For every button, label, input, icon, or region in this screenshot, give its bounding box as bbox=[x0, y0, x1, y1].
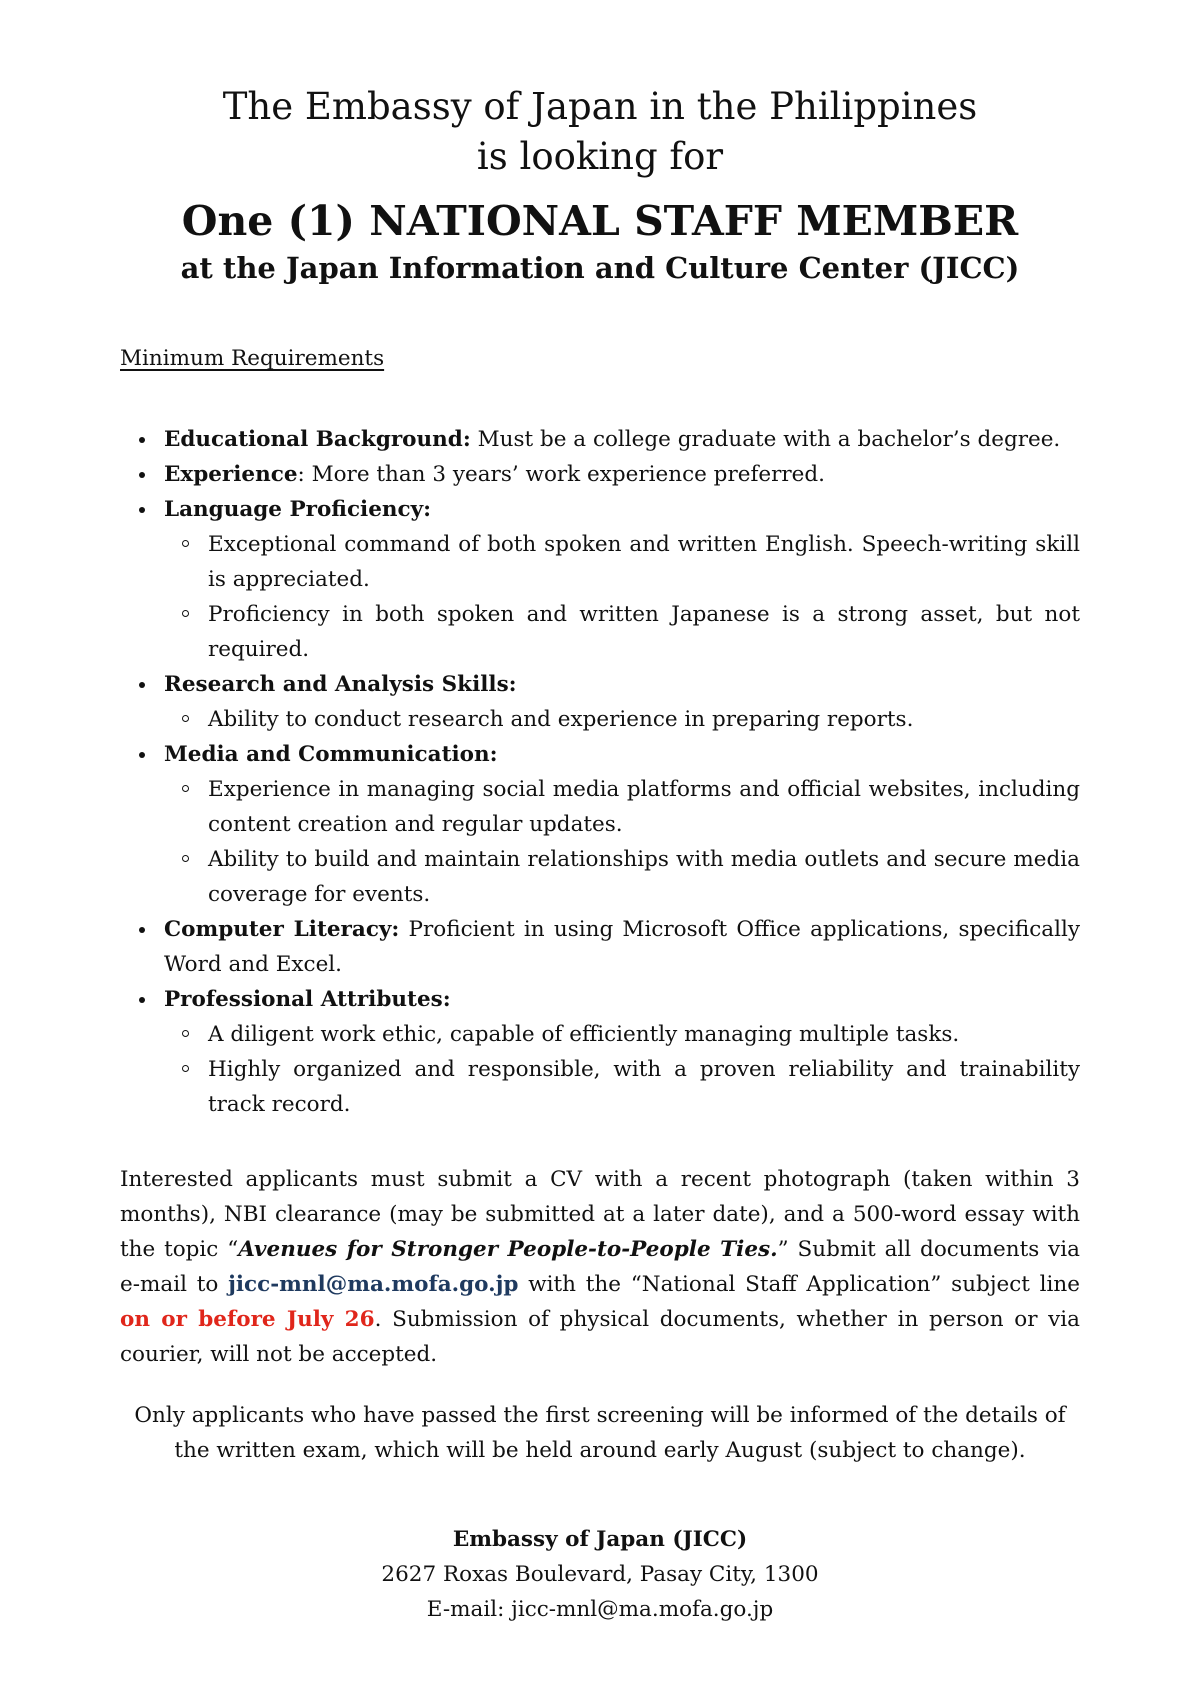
professional-label: Professional Attributes: bbox=[164, 987, 451, 1012]
requirements-list bbox=[120, 422, 1080, 1122]
education-label: Educational Background: bbox=[164, 427, 471, 452]
posting-header bbox=[0, 82, 1200, 288]
education-text: Must be a college graduate with a bachelor’s degree. bbox=[470, 427, 1061, 452]
requirement-professional bbox=[120, 982, 1080, 1122]
application-deadline: on or before July 26 bbox=[120, 1307, 375, 1332]
application-instructions bbox=[120, 1162, 1080, 1372]
language-label: Language Proficiency: bbox=[164, 497, 432, 522]
experience-text: : More than 3 years’ work experience preferred. bbox=[297, 462, 826, 487]
application-email-link[interactable]: jicc-mnl@ma.mofa.go.jp bbox=[228, 1272, 519, 1297]
media-sublist bbox=[164, 772, 1080, 912]
computer-label: Computer Literacy: bbox=[164, 917, 400, 942]
footer-address: 2627 Roxas Boulevard, Pasay City, 1300 bbox=[381, 1562, 819, 1587]
media-item: Ability to build and maintain relationships with media outlets and secure media coverage for events. bbox=[164, 842, 1080, 912]
position-title: One (1) NATIONAL STAFF MEMBER bbox=[181, 197, 1019, 245]
footer-email[interactable]: E-mail: jicc-mnl@ma.mofa.go.jp bbox=[426, 1597, 774, 1622]
research-item: Ability to conduct research and experience in preparing reports. bbox=[164, 702, 1080, 737]
language-sublist bbox=[164, 527, 1080, 667]
application-text-4: . Submission of physical documents, whether in person or via courier, will not be accepted. bbox=[120, 1307, 1080, 1367]
research-sublist bbox=[164, 702, 1080, 737]
computer-text: Proficient in using Microsoft Office applications, specifically Word and Excel. bbox=[164, 917, 1080, 977]
professional-item: Highly organized and responsible, with a proven reliability and trainability track record. bbox=[164, 1052, 1080, 1122]
contact-footer bbox=[0, 1522, 1200, 1627]
requirement-computer bbox=[120, 912, 1080, 982]
application-text-2: ” Submit all documents via e-mail to bbox=[120, 1237, 1081, 1297]
experience-label: Experience bbox=[164, 462, 298, 487]
media-label: Media and Communication: bbox=[164, 742, 498, 767]
screening-notice: Only applicants who have passed the first screening will be informed of the details of the written exam, which will be held around early August (subject to change). bbox=[134, 1403, 1066, 1463]
media-item: Experience in managing social media platforms and official websites, including content creation and regular updates. bbox=[164, 772, 1080, 842]
application-text-1: Interested applicants must submit a CV with a recent photograph (taken within 3 months), NBI clearance (may be submitted at a later date), and a 500-word essay with the topic “ bbox=[120, 1167, 1080, 1262]
requirement-media bbox=[120, 737, 1080, 912]
requirements-heading: Minimum Requirements bbox=[120, 346, 385, 371]
position-location: at the Japan Information and Culture Center (JICC) bbox=[180, 251, 1020, 285]
requirement-research bbox=[120, 667, 1080, 737]
language-item: Proficiency in both spoken and written Japanese is a strong asset, but not required. bbox=[164, 597, 1080, 667]
application-text-3: with the “National Staff Application” subject line bbox=[518, 1272, 1080, 1297]
looking-for-text: is looking for bbox=[476, 135, 724, 178]
footer-organization: Embassy of Japan (JICC) bbox=[452, 1527, 748, 1552]
essay-topic: Avenues for Stronger People-to-People Ties. bbox=[238, 1237, 778, 1262]
professional-sublist bbox=[164, 1017, 1080, 1122]
language-item: Exceptional command of both spoken and written English. Speech-writing skill is appreciated. bbox=[164, 527, 1080, 597]
professional-item: A diligent work ethic, capable of efficiently managing multiple tasks. bbox=[164, 1017, 1080, 1052]
embassy-title: The Embassy of Japan in the Philippines bbox=[222, 85, 978, 128]
requirement-language bbox=[120, 492, 1080, 667]
requirement-experience bbox=[120, 457, 1080, 492]
requirement-education bbox=[120, 422, 1080, 457]
research-label: Research and Analysis Skills: bbox=[164, 672, 517, 697]
